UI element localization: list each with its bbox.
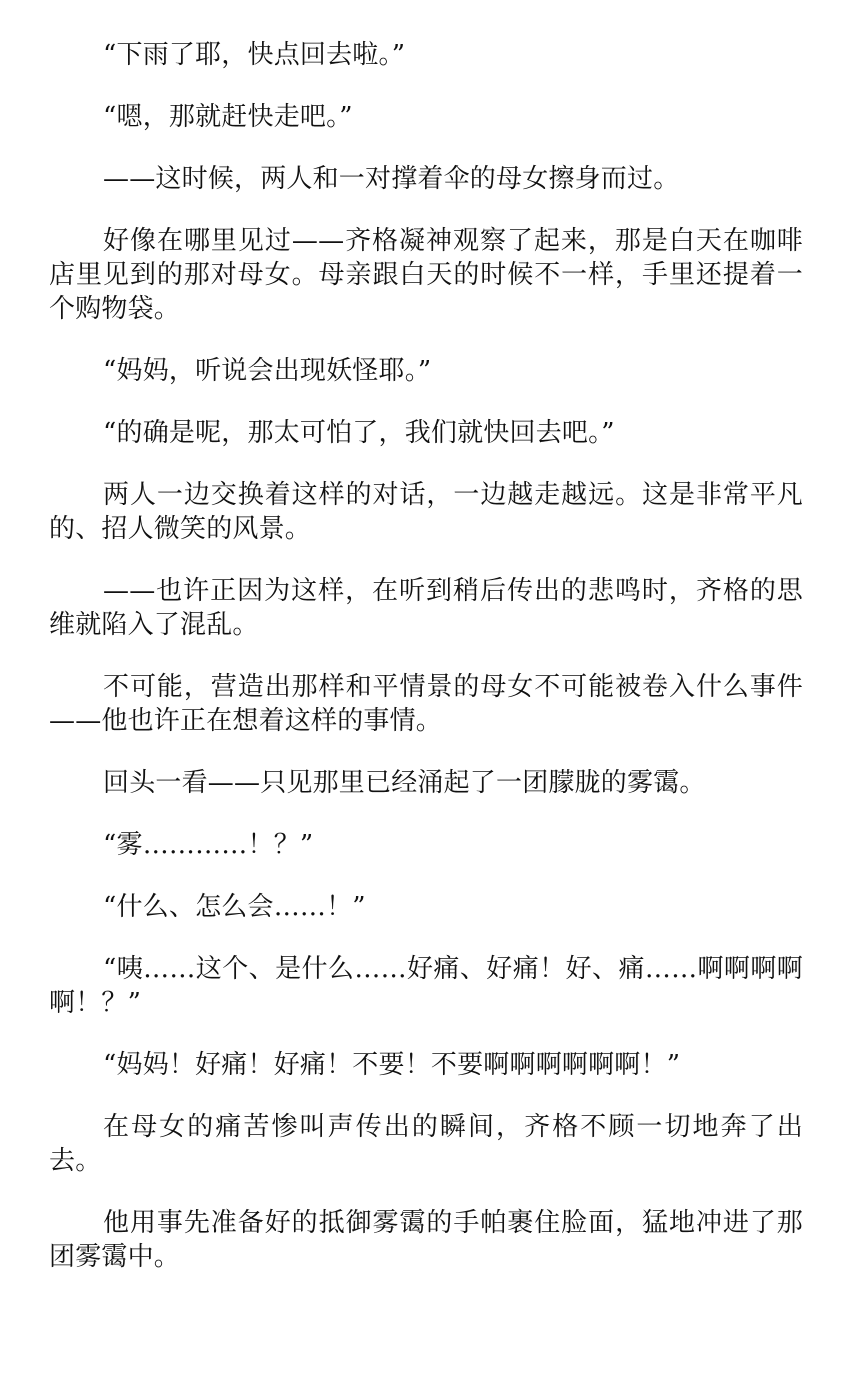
paragraph-1: “下雨了耶，快点回去啦。”	[103, 40, 406, 70]
paragraph-12: “什么、怎么会……！”	[103, 892, 366, 922]
paragraph-3: ——这时候，两人和一对撑着伞的母女擦身而过。	[103, 164, 680, 194]
paragraph-16: 他用事先准备好的抵御雾霭的手帕裹住脸面，猛地冲进了那团雾霭中。	[49, 1208, 803, 1272]
paragraph-4: 好像在哪里见过——齐格凝神观察了起来，那是白天在咖啡店里见到的那对母女。母亲跟白天的时候不一样，手里还提着一个购物袋。	[49, 226, 803, 324]
paragraph-5: “妈妈，听说会出现妖怪耶。”	[103, 356, 432, 386]
paragraph-13: “咦……这个、是什么……好痛、好痛！好、痛……啊啊啊啊啊！？”	[49, 954, 803, 1018]
paragraph-15: 在母女的痛苦惨叫声传出的瞬间，齐格不顾一切地奔了出去。	[49, 1112, 803, 1176]
paragraph-9: 不可能，营造出那样和平情景的母女不可能被卷入什么事件——他也许正在想着这样的事情。	[49, 672, 803, 736]
paragraph-2: “嗯，那就赶快走吧。”	[103, 102, 353, 132]
paragraph-8: ——也许正因为这样，在听到稍后传出的悲鸣时，齐格的思维就陷入了混乱。	[49, 576, 803, 640]
paragraph-7: 两人一边交换着这样的对话，一边越走越远。这是非常平凡的、招人微笑的风景。	[49, 480, 803, 544]
document-page	[49, 38, 803, 1302]
paragraph-11: “雾…………！？”	[103, 830, 314, 860]
paragraph-10: 回头一看——只见那里已经涌起了一团朦胧的雾霭。	[103, 768, 706, 798]
paragraph-6: “的确是呢，那太可怕了，我们就快回去吧。”	[103, 418, 615, 448]
paragraph-14: “妈妈！好痛！好痛！不要！不要啊啊啊啊啊啊！”	[103, 1050, 681, 1080]
